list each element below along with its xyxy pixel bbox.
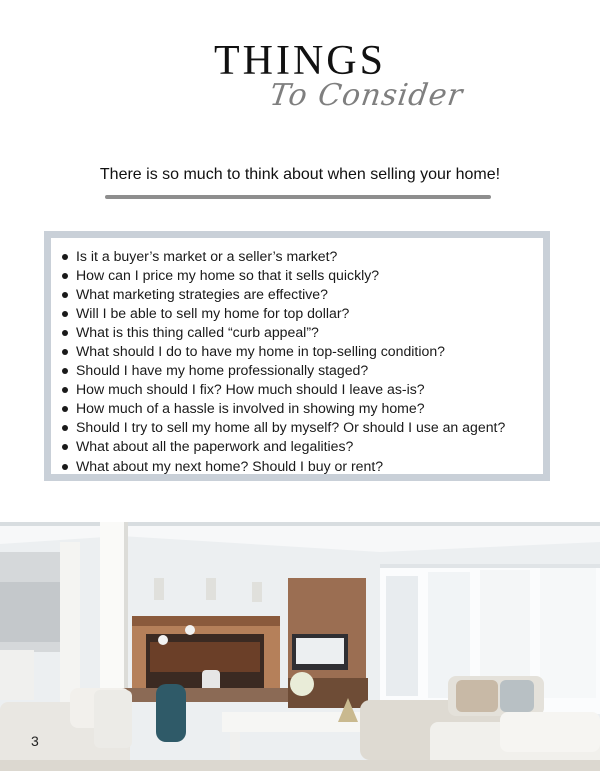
bullet-icon xyxy=(62,349,68,355)
bullet-icon xyxy=(62,444,68,450)
page-number: 3 xyxy=(31,733,39,749)
question-text: Should I have my home professionally staged? xyxy=(76,362,369,379)
question-text: What is this thing called “curb appeal”? xyxy=(76,324,319,341)
question-item xyxy=(76,437,543,456)
page-title: THINGS xyxy=(214,38,386,84)
bullet-icon xyxy=(62,292,68,298)
bullet-icon xyxy=(62,330,68,336)
question-text: How much should I fix? How much should I leave as-is? xyxy=(76,381,425,398)
question-item xyxy=(76,399,543,418)
question-item xyxy=(76,266,543,285)
question-item xyxy=(76,380,543,399)
question-text: What marketing strategies are effective? xyxy=(76,286,328,303)
divider-rule xyxy=(105,195,491,199)
questions-list xyxy=(51,238,543,476)
question-text: Is it a buyer’s market or a seller’s market? xyxy=(76,248,338,264)
question-item xyxy=(76,342,543,361)
question-text: How can I price my home so that it sells quickly? xyxy=(76,267,380,284)
page-subtitle: To Consider xyxy=(267,78,466,113)
bullet-icon xyxy=(62,254,68,260)
question-item xyxy=(76,323,543,342)
question-item xyxy=(76,285,543,304)
bullet-icon xyxy=(62,368,68,374)
bullet-icon xyxy=(62,387,68,393)
question-item xyxy=(76,247,543,266)
bullet-icon xyxy=(62,311,68,317)
living-room-photo xyxy=(0,522,600,771)
question-text: What about all the paperwork and legalities? xyxy=(76,438,354,455)
bullet-icon xyxy=(62,406,68,412)
tagline: There is so much to think about when selling your home! xyxy=(99,166,501,183)
question-item xyxy=(76,361,543,380)
bullet-icon xyxy=(62,425,68,431)
bullet-icon xyxy=(62,273,68,279)
question-item xyxy=(76,457,543,476)
question-text: Should I try to sell my home all by myself? Or should I use an agent? xyxy=(76,419,506,436)
question-item xyxy=(76,418,543,437)
question-item xyxy=(76,304,543,323)
question-text: Will I be able to sell my home for top dollar? xyxy=(76,305,350,322)
bullet-icon xyxy=(62,464,68,470)
question-text: What should I do to have my home in top-selling condition? xyxy=(76,343,445,360)
question-text: How much of a hassle is involved in showing my home? xyxy=(76,400,425,417)
question-text: What about my next home? Should I buy or rent? xyxy=(76,457,384,474)
questions-box xyxy=(44,231,550,481)
living-room-illustration xyxy=(0,522,600,771)
